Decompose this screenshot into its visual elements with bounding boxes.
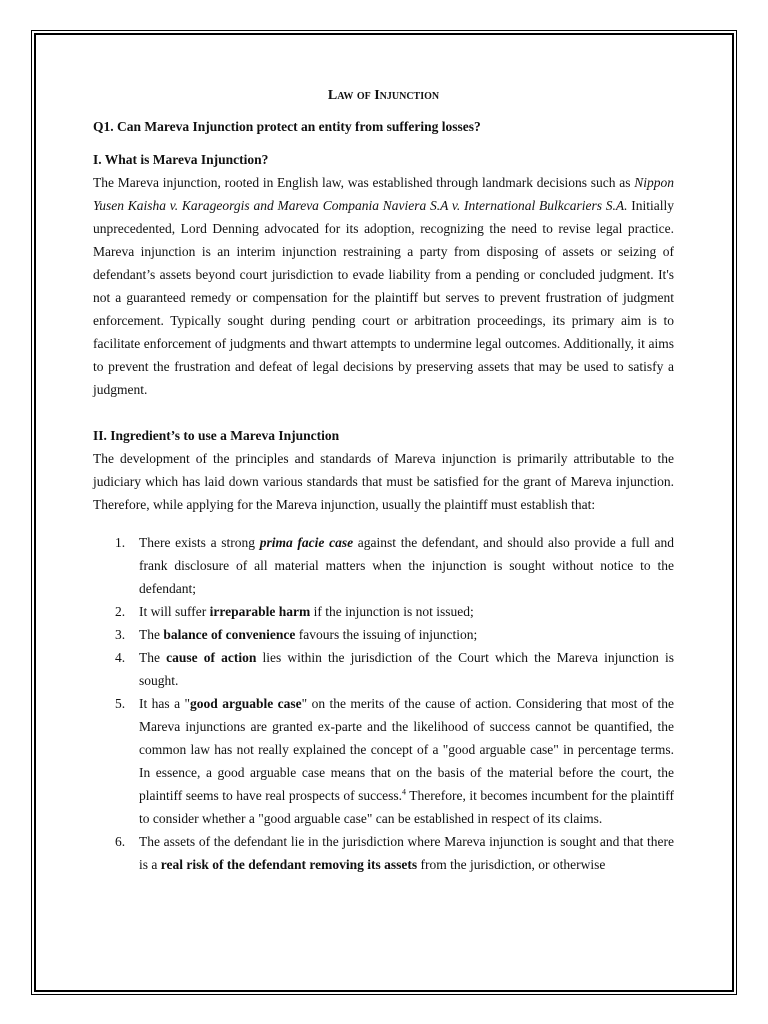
section-2-intro: The development of the principles and standards of Mareva injunction is primarily attributable to the judiciary which has laid down various standards that must be satisfied for the grant of Mareva injunction. Therefore, while applying for the Mareva injunction, usually the plaintiff must establish that:: [93, 451, 674, 512]
section-1-text-rest: Initially unprecedented, Lord Denning advocated for its adoption, recognizing the need to revise legal practice. Mareva injunction is an interim injunction restraining a party from disposing of assets or seizing of defendant’s assets beyond court jurisdiction to evade liability from a pending or concluded judgment. It's not a guaranteed remedy or compensation for the plaintiff but serves to prevent frustration of judgment enforcement. Typically sought during pending court or arbitration proceedings, its primary aim is to facilitate enforcement of judgments and thwart attempts to undermine legal outcomes. Additionally, it aims to prevent the frustration and defeat of legal decisions by preserving assets that may be used to satisfy a judgment.: [93, 198, 675, 397]
list-item-text: from the jurisdiction, or otherwise: [417, 857, 606, 872]
list-item-emphasis: real risk of the defendant removing its assets: [160, 857, 418, 872]
list-item-number: 3.: [115, 627, 126, 642]
document-title: Law of Injunction: [327, 88, 440, 103]
list-item-text: It has a ": [139, 696, 191, 711]
case-citations: Nippon Yusen Kaisha v. Karageorgis and Mareva Compania Naviera S.A v. International Bulkcariers S.A.: [93, 175, 674, 213]
list-item: [93, 692, 674, 830]
list-item-emphasis: irreparable harm: [209, 604, 311, 619]
list-item-number: 2.: [115, 604, 126, 619]
list-item-emphasis: balance of convenience: [163, 627, 296, 642]
list-item-number: 6.: [115, 834, 126, 849]
list-item-emphasis: good arguable case: [190, 696, 302, 711]
list-item-text: It will suffer: [139, 604, 210, 619]
list-item: [93, 600, 674, 623]
list-item-number: 4.: [115, 650, 126, 665]
section-1-text-start: The Mareva injunction, rooted in English law, was established through landmark decisions such as: [93, 175, 635, 190]
list-item-emphasis: cause of action: [166, 650, 257, 665]
list-item-text: lies within the jurisdiction of the Court which the Mareva injunction is sought.: [139, 650, 674, 688]
question-heading: Q1. Can Mareva Injunction protect an entity from suffering losses?: [93, 119, 481, 134]
section-2-heading: II. Ingredient’s to use a Mareva Injunction: [93, 428, 340, 443]
list-item-text: if the injunction is not issued;: [310, 604, 474, 619]
list-item-text: The assets of the defendant lie in the jurisdiction where Mareva injunction is sought and that there is a: [139, 834, 674, 872]
list-item-text: The: [139, 627, 164, 642]
document-body: [93, 84, 674, 876]
section-1-paragraph: [93, 171, 674, 401]
list-item-text: " on the merits of the cause of action. Considering that most of the Mareva injunctions are granted ex-parte and the likelihood of success cannot be quantified, the common law has not really explained the concept of a "good arguable case" in percentage terms. In essence, a good arguable case means that on the basis of the material before the court, the plaintiff seems to have real prospects of success.: [139, 696, 674, 803]
list-item: [93, 531, 674, 600]
requirements-list: [93, 531, 674, 876]
list-item-text: against the defendant, and should also provide a full and frank disclosure of all material matters when the injunction is sought without notice to the defendant;: [139, 535, 674, 596]
list-item-number: 1.: [115, 535, 126, 550]
list-item-text: There exists a strong: [139, 535, 260, 550]
list-item-number: 5.: [115, 696, 126, 711]
list-item: [93, 646, 674, 692]
list-item-text: favours the issuing of injunction;: [295, 627, 478, 642]
footnote-marker[interactable]: 4: [402, 787, 406, 797]
list-item-text: Therefore, it becomes incumbent for the plaintiff to consider whether a "good arguable case" can be established in respect of its claims.: [139, 788, 674, 826]
list-item: [93, 623, 674, 646]
section-1-heading: I. What is Mareva Injunction?: [93, 152, 269, 167]
list-item: [93, 830, 674, 876]
spacer: [93, 401, 674, 424]
list-item-text: The: [139, 650, 167, 665]
list-item-emphasis: prima facie case: [259, 535, 354, 550]
